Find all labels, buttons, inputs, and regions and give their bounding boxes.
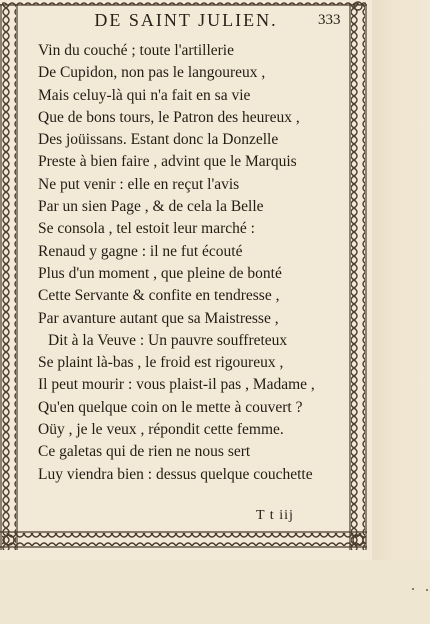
verse-line: Dit à la Veuve : Un pauvre souffreteux	[48, 331, 288, 349]
adjacent-page-bleed	[370, 0, 430, 624]
verse-line: Que de bons tours, le Patron des heureux ,	[38, 108, 300, 126]
verse-line: Qu'en quelque coin on le mette à couvert ?	[38, 398, 303, 416]
verse-line: Ne put venir : elle en reçut l'avis	[38, 175, 240, 193]
page-number: 333	[318, 12, 341, 28]
verse-line: Renaud y gagne : il ne fut écouté	[38, 242, 243, 260]
verse-line: De Cupidon, non pas le langoureux ,	[38, 64, 266, 82]
verse-line: Mais celuy-là qui n'a fait en sa vie	[38, 86, 251, 104]
signature-mark: T t iij	[256, 508, 294, 523]
paper-speck	[412, 588, 414, 590]
verse-line: Oüy , je le veux , répondit cette femme.	[38, 421, 284, 439]
verse-line: Se plaint là-bas , le froid est rigoureux ,	[38, 354, 284, 372]
verse-line: Ce galetas qui de rien ne nous sert	[38, 443, 251, 461]
verse-line: Par avanture autant que sa Maistresse ,	[38, 309, 279, 327]
verse-line: Il peut mourir : vous plaist-il pas , Madame ,	[38, 376, 315, 394]
verse-line: Par un sien Page , & de cela la Belle	[38, 198, 264, 216]
verse-line: Des joüissans. Estant donc la Donzelle	[38, 131, 279, 149]
verse-line: Cette Servante & confite en tendresse ,	[38, 287, 280, 305]
verse-line: Plus d'un moment , que pleine de bonté	[38, 264, 282, 282]
page-margin-bottom	[0, 560, 430, 624]
verse-line: Luy viendra bien : dessus quelque couchette	[38, 465, 313, 483]
paper-speck	[426, 589, 428, 591]
page-header	[0, 10, 372, 34]
verse-line: Se consola , tel estoit leur marché :	[38, 220, 255, 238]
running-title: DE SAINT JULIEN.	[94, 10, 278, 30]
verse-line: Vin du couché ; toute l'artillerie	[38, 42, 234, 59]
verse-block	[38, 40, 328, 486]
verse-line: Preste à bien faire , advint que le Marquis	[38, 153, 297, 171]
